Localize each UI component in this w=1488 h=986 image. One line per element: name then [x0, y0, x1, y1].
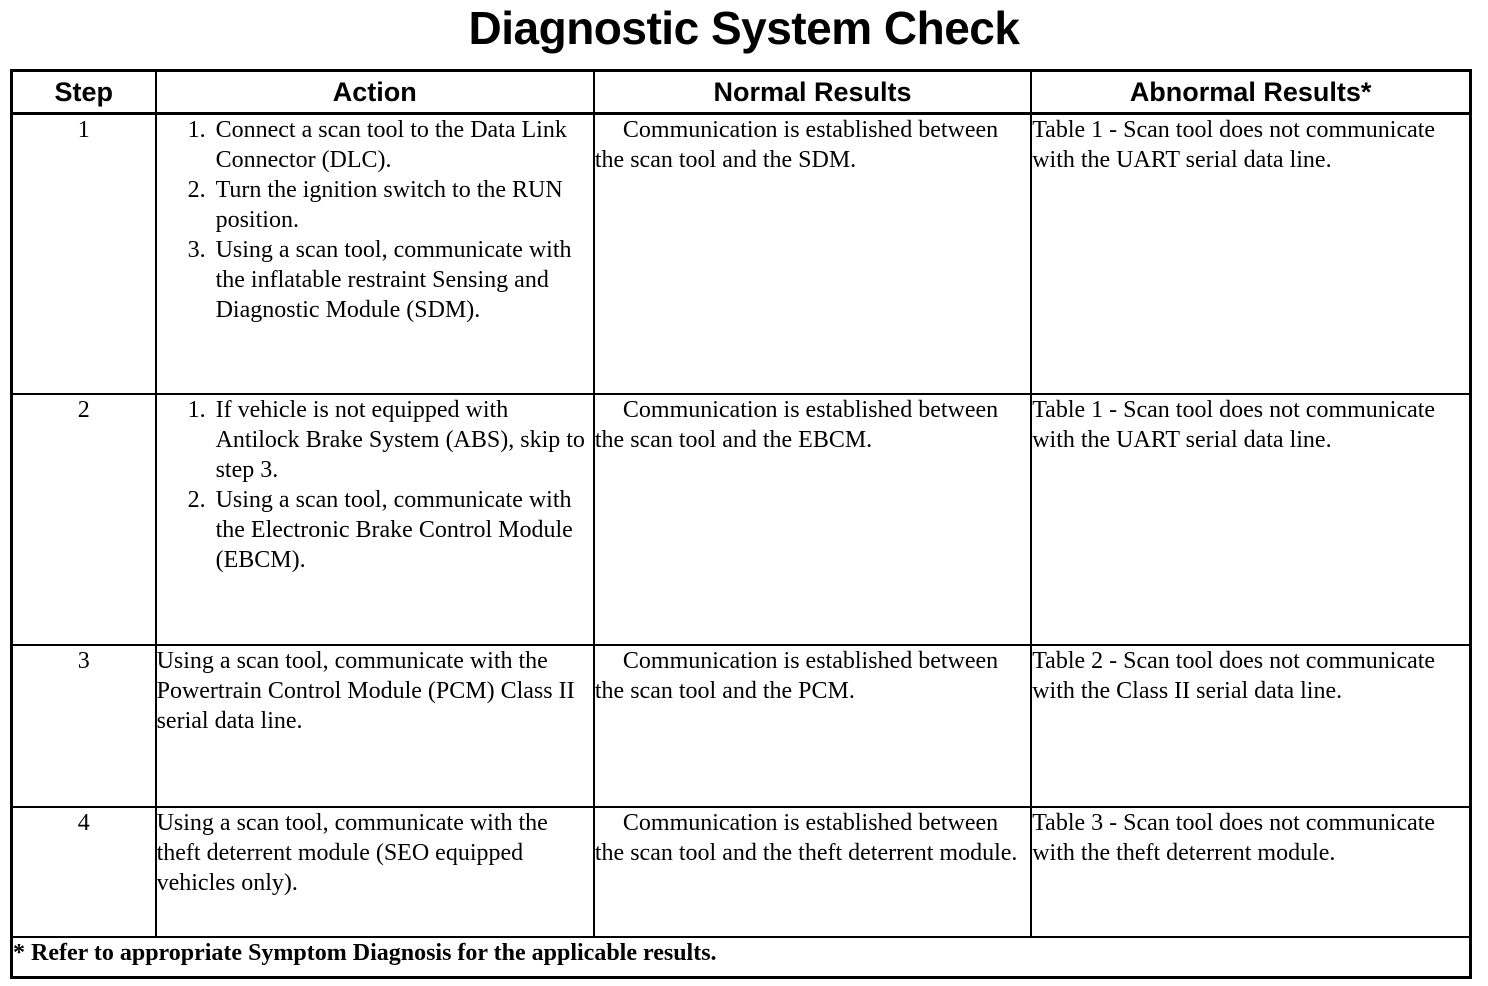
diagnostic-table	[10, 69, 1472, 979]
step-number: 3	[12, 645, 156, 807]
action-list	[157, 115, 593, 325]
normal-result-cell	[594, 645, 1031, 807]
abnormal-result-cell	[1031, 114, 1470, 395]
footnote-row	[12, 937, 1471, 977]
footnote: * Refer to appropriate Symptom Diagnosis for the applicable results.	[12, 937, 1471, 977]
abnormal-result-cell	[1031, 394, 1470, 645]
page-title: Diagnostic System Check	[468, 2, 1020, 54]
action-list-item: 3. Using a scan tool, communicate with the inflatable restraint Sensing and Diagnostic Module (SDM).	[212, 235, 593, 325]
action-list	[157, 395, 593, 575]
abnormal-result-text: Table 2 - Scan tool does not communicate with the Class II serial data line.	[1032, 647, 1436, 704]
action-list-item: 1. Connect a scan tool to the Data Link Connector (DLC).	[212, 115, 593, 175]
column-header-step: Step	[12, 71, 156, 114]
normal-result-text: Communication is established between the scan tool and the SDM.	[594, 117, 999, 173]
normal-result-cell	[594, 114, 1031, 395]
abnormal-result-cell	[1031, 645, 1470, 807]
abnormal-result-text: Table 1 - Scan tool does not communicate with the UART serial data line.	[1032, 397, 1436, 454]
action-cell	[156, 394, 594, 645]
normal-result-text: Communication is established between the scan tool and the theft deterrent module.	[594, 810, 1018, 867]
step-number: 2	[12, 394, 156, 645]
action-cell	[156, 114, 594, 395]
action-text: Using a scan tool, communicate with the Powertrain Control Module (PCM) Class II serial data line.	[156, 647, 575, 734]
action-cell	[156, 807, 594, 937]
column-header-action: Action	[156, 71, 594, 114]
action-list-item: 2. Using a scan tool, communicate with the Electronic Brake Control Module (EBCM).	[212, 485, 593, 575]
header-row	[12, 71, 1471, 114]
table-row	[12, 807, 1471, 937]
table-row	[12, 394, 1471, 645]
abnormal-result-text: Table 1 - Scan tool does not communicate with the UART serial data line.	[1032, 117, 1436, 173]
table-row	[12, 114, 1471, 395]
column-header-normal-results: Normal Results	[594, 71, 1031, 114]
action-cell	[156, 645, 594, 807]
normal-result-cell	[594, 394, 1031, 645]
normal-result-text: Communication is established between the scan tool and the PCM.	[594, 647, 999, 704]
action-list-item: 2. Turn the ignition switch to the RUN position.	[212, 175, 593, 235]
action-list-item: 1. If vehicle is not equipped with Antilock Brake System (ABS), skip to step 3.	[212, 395, 593, 485]
normal-result-cell	[594, 807, 1031, 937]
column-header-abnormal-results: Abnormal Results*	[1031, 71, 1470, 114]
step-number: 4	[12, 807, 156, 937]
step-number: 1	[12, 114, 156, 395]
action-text: Using a scan tool, communicate with the theft deterrent module (SEO equipped vehicles only).	[156, 810, 548, 897]
abnormal-result-text: Table 3 - Scan tool does not communicate with the theft deterrent module.	[1032, 810, 1436, 867]
abnormal-result-cell	[1031, 807, 1470, 937]
normal-result-text: Communication is established between the scan tool and the EBCM.	[594, 397, 999, 454]
table-row	[12, 645, 1471, 807]
